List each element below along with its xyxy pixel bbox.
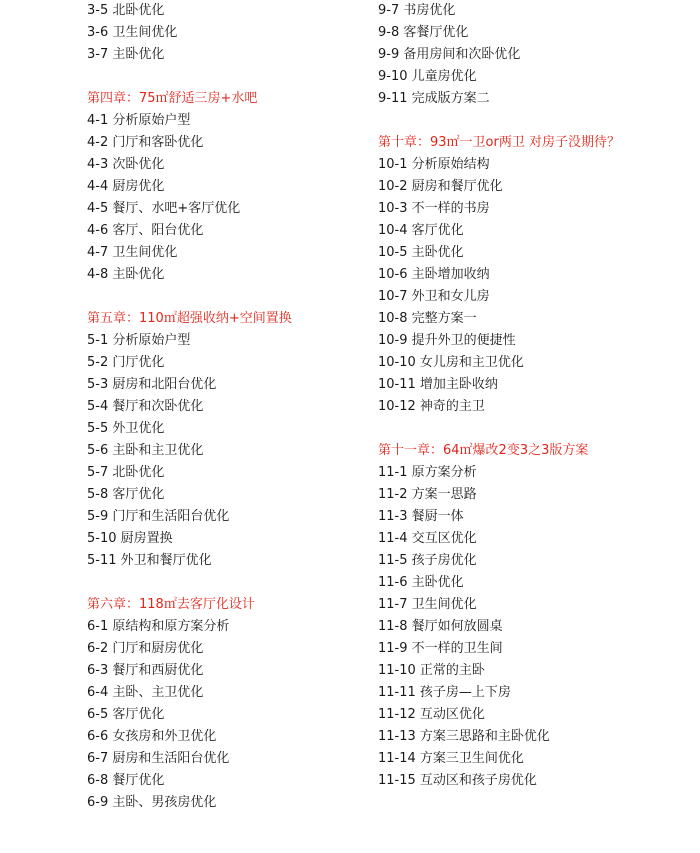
toc-entry: 6-9 主卧、男孩房优化	[87, 795, 217, 810]
toc-entry: 5-11 外卫和餐厅优化	[87, 553, 212, 568]
toc-entry: 4-5 餐厅、水吧+客厅优化	[87, 201, 241, 216]
toc-entry: 9-11 完成版方案二	[378, 91, 490, 106]
toc-entry: 10-6 主卧增加收纳	[378, 267, 490, 282]
toc-entry: 5-7 北卧优化	[87, 465, 165, 480]
toc-entry: 4-4 厨房优化	[87, 179, 165, 194]
toc-entry: 11-11 孩子房—上下房	[378, 685, 511, 700]
toc-entry: 5-6 主卧和主卫优化	[87, 443, 204, 458]
toc-entry: 4-2 门厅和客卧优化	[87, 135, 204, 150]
toc-entry: 9-7 书房优化	[378, 3, 456, 18]
section-gap	[87, 286, 292, 308]
toc-entry: 11-4 交互区优化	[378, 531, 477, 546]
toc-right-column	[378, 0, 620, 792]
toc-entry: 11-12 互动区优化	[378, 707, 485, 722]
toc-entry: 9-9 备用房间和次卧优化	[378, 47, 521, 62]
toc-entry: 10-12 神奇的主卫	[378, 399, 485, 414]
chapter-heading: 第五章：110㎡超强收纳+空间置换	[87, 311, 292, 326]
toc-entry: 10-9 提升外卫的便捷性	[378, 333, 516, 348]
toc-entry: 5-10 厨房置换	[87, 531, 173, 546]
toc-entry: 3-6 卫生间优化	[87, 25, 178, 40]
toc-entry: 11-3 餐厨一体	[378, 509, 464, 524]
toc-entry: 6-7 厨房和生活阳台优化	[87, 751, 230, 766]
toc-entry: 3-7 主卧优化	[87, 47, 165, 62]
toc-entry: 5-2 门厅优化	[87, 355, 165, 370]
toc-entry: 11-7 卫生间优化	[378, 597, 477, 612]
toc-entry: 11-15 互动区和孩子房优化	[378, 773, 537, 788]
toc-entry: 10-11 增加主卧收纳	[378, 377, 498, 392]
toc-entry: 4-7 卫生间优化	[87, 245, 178, 260]
toc-entry: 6-6 女孩房和外卫优化	[87, 729, 217, 744]
toc-entry: 10-7 外卫和女儿房	[378, 289, 490, 304]
toc-left-column	[87, 0, 292, 814]
toc-entry: 4-3 次卧优化	[87, 157, 165, 172]
toc-entry: 6-1 原结构和原方案分析	[87, 619, 230, 634]
toc-entry: 10-2 厨房和餐厅优化	[378, 179, 503, 194]
section-gap	[87, 66, 292, 88]
toc-entry: 10-1 分析原始结构	[378, 157, 490, 172]
toc-entry: 6-4 主卧、主卫优化	[87, 685, 204, 700]
section-gap	[378, 418, 620, 440]
toc-entry: 3-5 北卧优化	[87, 3, 165, 18]
toc-entry: 11-8 餐厅如何放圆桌	[378, 619, 503, 634]
toc-entry: 5-4 餐厅和次卧优化	[87, 399, 204, 414]
toc-entry: 10-3 不一样的书房	[378, 201, 490, 216]
toc-entry: 11-10 正常的主卧	[378, 663, 485, 678]
toc-entry: 11-2 方案一思路	[378, 487, 477, 502]
toc-entry: 5-9 门厅和生活阳台优化	[87, 509, 230, 524]
toc-entry: 11-6 主卧优化	[378, 575, 464, 590]
toc-entry: 4-8 主卧优化	[87, 267, 165, 282]
toc-entry: 11-1 原方案分析	[378, 465, 477, 480]
toc-entry: 11-14 方案三卫生间优化	[378, 751, 524, 766]
toc-entry: 10-4 客厅优化	[378, 223, 464, 238]
toc-entry: 10-10 女儿房和主卫优化	[378, 355, 524, 370]
toc-entry: 4-6 客厅、阳台优化	[87, 223, 204, 238]
toc-entry: 4-1 分析原始户型	[87, 113, 191, 128]
toc-entry: 9-8 客餐厅优化	[378, 25, 469, 40]
toc-entry: 6-3 餐厅和西厨优化	[87, 663, 204, 678]
toc-entry: 10-8 完整方案一	[378, 311, 477, 326]
toc-entry: 11-5 孩子房优化	[378, 553, 477, 568]
section-gap	[87, 572, 292, 594]
toc-entry: 6-8 餐厅优化	[87, 773, 165, 788]
chapter-heading: 第十一章：64㎡爆改2变3之3版方案	[378, 443, 589, 458]
toc-entry: 6-5 客厅优化	[87, 707, 165, 722]
toc-entry: 9-10 儿童房优化	[378, 69, 477, 84]
toc-entry: 11-13 方案三思路和主卧优化	[378, 729, 550, 744]
toc-entry: 5-8 客厅优化	[87, 487, 165, 502]
section-gap	[378, 110, 620, 132]
toc-entry: 5-3 厨房和北阳台优化	[87, 377, 217, 392]
toc-entry: 6-2 门厅和厨房优化	[87, 641, 204, 656]
toc-entry: 11-9 不一样的卫生间	[378, 641, 503, 656]
chapter-heading: 第四章：75㎡舒适三房+水吧	[87, 91, 258, 106]
chapter-heading: 第六章：118㎡去客厅化设计	[87, 597, 255, 612]
toc-entry: 5-1 分析原始户型	[87, 333, 191, 348]
toc-entry: 10-5 主卧优化	[378, 245, 464, 260]
toc-entry: 5-5 外卫优化	[87, 421, 165, 436]
chapter-heading: 第十章：93㎡一卫or两卫 对房子没期待？	[378, 135, 620, 150]
